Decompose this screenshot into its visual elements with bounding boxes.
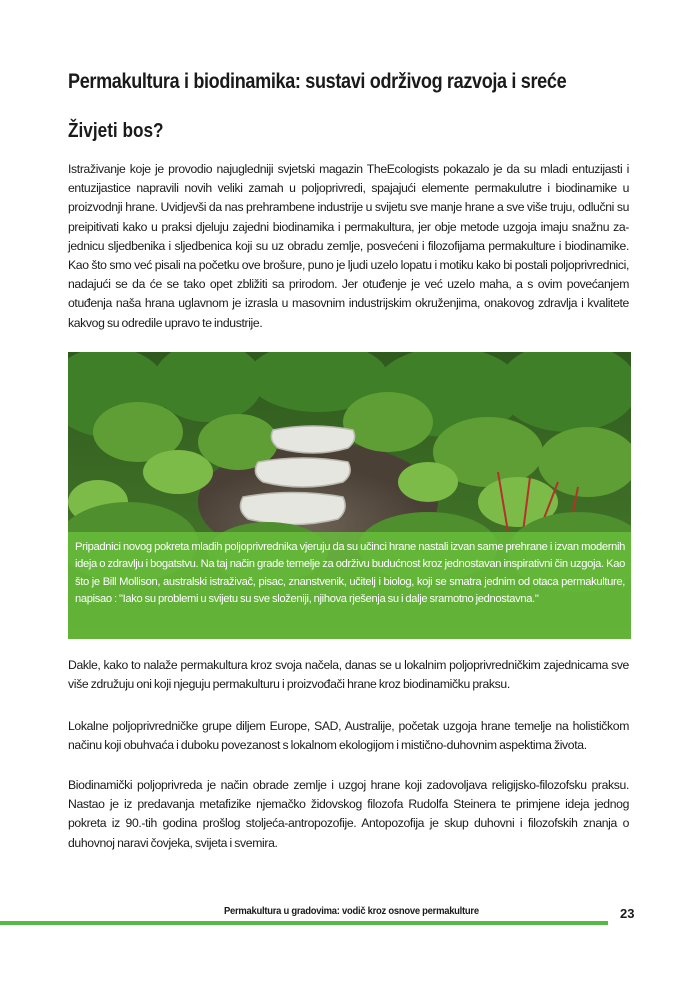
paragraph-biodinamicki: Biodinamički poljoprivreda je način obrade zemlje i uzgoj hrane koji zadovoljava religijsko-filozofsku praksu. Nastao je iz predavanja metafizike njemačko židovskog filozofa Rudolfa Steinera te primjene ideja jednog pokreta iz 90.-tih godina prošlog stoljeća-antropozofije. Antopozofija je skup duhovni i filozofskih znanja o duhovnoj naravi čovjeka, svijeta i svemira. bbox=[68, 778, 629, 850]
section-heading: Živjeti bos? bbox=[68, 120, 164, 142]
paragraph-dakle: Dakle, kako to nalaže permakultura kroz svoja načela, danas se u lokalnim poljoprivredničkim zajednicama sve više združuju oni koji njeguju permakulturu i proizvođači hrane kroz biodinamičku praksu. bbox=[68, 658, 629, 692]
footer-text: Permakultura u gradovima: vodič kroz osnove permakulture bbox=[224, 905, 479, 917]
paragraph-lokalne: Lokalne poljoprivredničke grupe diljem Europe, SAD, Australije, početak uzgoja hrane temelje na holističkom načinu koji obuhvaća i duboku povezanost s lokalnom ekologijom i mistično-duhovnim aspektima života. bbox=[68, 719, 629, 753]
footer-divider bbox=[0, 921, 608, 925]
page-number: 23 bbox=[620, 906, 635, 921]
intro-paragraph: Istraživanje koje je provodio najugledniji svjetski magazin TheEcologists pokazalo je da su mladi entuzijasti i entuzijastice napravili novih veliki zamah u poljoprivredi, spajajući elemente permakulutre i biodinamike u proizvodnji hrane. Uvidjevši da nas prehrambene industrije u svijetu sve manje hrane a sve više truju, odlučni su preipitivati kako u praksi djeluju zajedni biodinamika i permakultura, jer obje metode uzgoja imaju snažnu za-jednicu sljedbenika i sljedbenica koji su uz obradu zemlje, posvećeni i filozofijama permakulture i biodinamike. Kao što smo već pisali na početku ove brošure, puno je ljudi uzelo lopatu i motiku kako bi postali poljoprivrednici, nadajući se da će se tako opet zbližiti sa prirodom. Jer otuđenje je već uzelo maha, a s ovim povećanjem otuđenja naša hrana uglavnom je izrasla u masovnim industrijskim okruženjima, onakovog zdravlja i kvalitete kakvog su odredile upravo te industrije. bbox=[68, 162, 629, 330]
page-title: Permakultura i biodinamika: sustavi održivog razvoja i sreće bbox=[68, 70, 567, 93]
garden-photo-figure bbox=[68, 352, 631, 639]
photo-caption: Pripadnici novog pokreta mladih poljoprivrednika vjeruju da su učinci hrane nastali izvan same prehrane i izvan modernih ideja o zdravlju i bogatstvu. Na taj način grade temelje za održivu budućnost kroz jednostavan inspirativni čin uzgoja. Kao što je Bill Mollison, australski istraživač, pisac, znanstvenik, učitelj i biolog, koji se smatra jednim od otaca permakulture, napisao : "Iako su problemi u svijetu su sve složeniji, njihova rješenja su i dalje sramotno jednostavna." bbox=[68, 532, 631, 639]
